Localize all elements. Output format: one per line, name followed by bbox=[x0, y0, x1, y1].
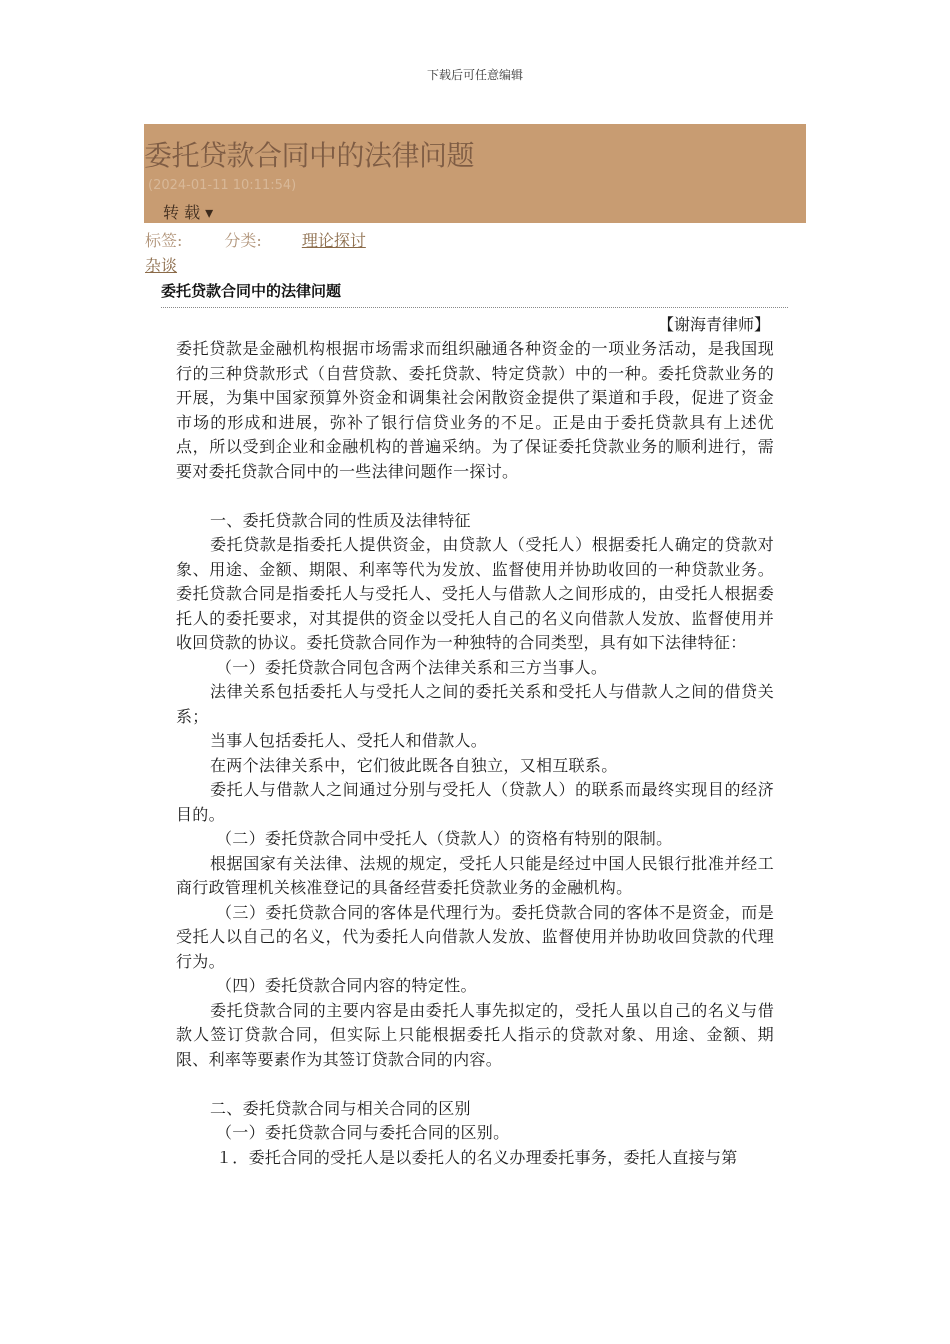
blog-title-banner bbox=[144, 124, 806, 223]
section-heading: 二、委托贷款合同与相关合同的区别 bbox=[210, 1098, 471, 1118]
author-line: 【谢海青律师】 bbox=[657, 315, 770, 334]
subsection-heading: （三）委托贷款合同的客体是代理行为。委托贷款合同的客体不是资金，而是受托人以自己的名义，代为委托人向借款人发放、监督使用并协助收回贷款的代理行为。 bbox=[176, 902, 774, 971]
paragraph: １．委托合同的受托人是以委托人的名义办理委托事务，委托人直接与第 bbox=[216, 1147, 738, 1167]
post-date: (2024-01-11 10:11:54) bbox=[148, 178, 297, 193]
category-link[interactable]: 理论探讨 bbox=[301, 231, 366, 250]
post-meta-extra bbox=[145, 253, 177, 276]
article-body bbox=[176, 337, 774, 1170]
paragraph: 法律关系包括委托人与受托人之间的委托关系和受托人与借款人之间的借贷关系； bbox=[176, 682, 774, 726]
paragraph-gap bbox=[176, 484, 774, 509]
paragraph: 委托人与借款人之间通过分别与受托人（贷款人）的联系而最终实现目的经济目的。 bbox=[176, 780, 774, 824]
blog-title: 委托贷款合同中的法律问题 bbox=[144, 139, 475, 172]
section-heading: 一、委托贷款合同的性质及法律特征 bbox=[210, 510, 471, 530]
paragraph: 委托贷款是指委托人提供资金，由贷款人（受托人）根据委托人确定的贷款对象、用途、金额、期限、利率等代为发放、监督使用并协助收回的一种贷款业务。委托贷款合同是指委托人与受托人、受托人与借款人之间形成的，由受托人根据委托人的委托要求，对其提供的资金以受托人自己的名义向借款人发放、监督使用并收回贷款的协议。委托贷款合同作为一种独特的合同类型，具有如下法律特征： bbox=[176, 535, 774, 652]
subsection-heading: （一）委托贷款合同与委托合同的区别。 bbox=[216, 1123, 510, 1142]
repost-dropdown[interactable]: 转 载 ▾ bbox=[163, 203, 214, 222]
paragraph: 当事人包括委托人、受托人和借款人。 bbox=[210, 731, 488, 750]
header-note: 下载后可任意编辑 bbox=[426, 68, 523, 82]
subsection-heading: （四）委托贷款合同内容的特定性。 bbox=[216, 976, 477, 995]
tag-link-zatan[interactable]: 杂谈 bbox=[145, 256, 178, 275]
paragraph: 根据国家有关法律、法规的规定，受托人只能是经过中国人民银行批准并经工商行政管理机关核准登记的具备经营委托贷款业务的金融机构。 bbox=[176, 853, 774, 897]
paragraph: 委托贷款是金融机构根据市场需求而组织融通各种资金的一项业务活动，是我国现行的三种贷款形式（自营贷款、委托贷款、特定贷款）中的一种。委托贷款业务的开展，为集中国家预算外资金和调集社会闲散资金提供了渠道和手段，促进了资金市场的形成和进展，弥补了银行信贷业务的不足。正是由于委托贷款具有上述优点，所以受到企业和金融机构的普遍采纳。为了保证委托贷款业务的顺利进行，需要对委托贷款合同中的一些法律问题作一探讨。 bbox=[176, 339, 774, 481]
tags-label: 标签: bbox=[145, 231, 183, 250]
paragraph-gap bbox=[176, 1072, 774, 1097]
subsection-heading: （一）委托贷款合同包含两个法律关系和三方当事人。 bbox=[216, 657, 608, 677]
article-title: 委托贷款合同中的法律问题 bbox=[161, 280, 788, 308]
paragraph: 在两个法律关系中，它们彼此既各自独立，又相互联系。 bbox=[210, 755, 618, 775]
post-meta bbox=[145, 228, 366, 251]
subsection-heading: （二）委托贷款合同中受托人（贷款人）的资格有特别的限制。 bbox=[216, 829, 673, 848]
category-label: 分类: bbox=[224, 231, 262, 250]
paragraph: 委托贷款合同的主要内容是由委托人事先拟定的，受托人虽以自己的名义与借款人签订贷款合同，但实际上只能根据委托人指示的贷款对象、用途、金额、期限、利率等要素作为其签订贷款合同的内容。 bbox=[176, 1000, 774, 1069]
